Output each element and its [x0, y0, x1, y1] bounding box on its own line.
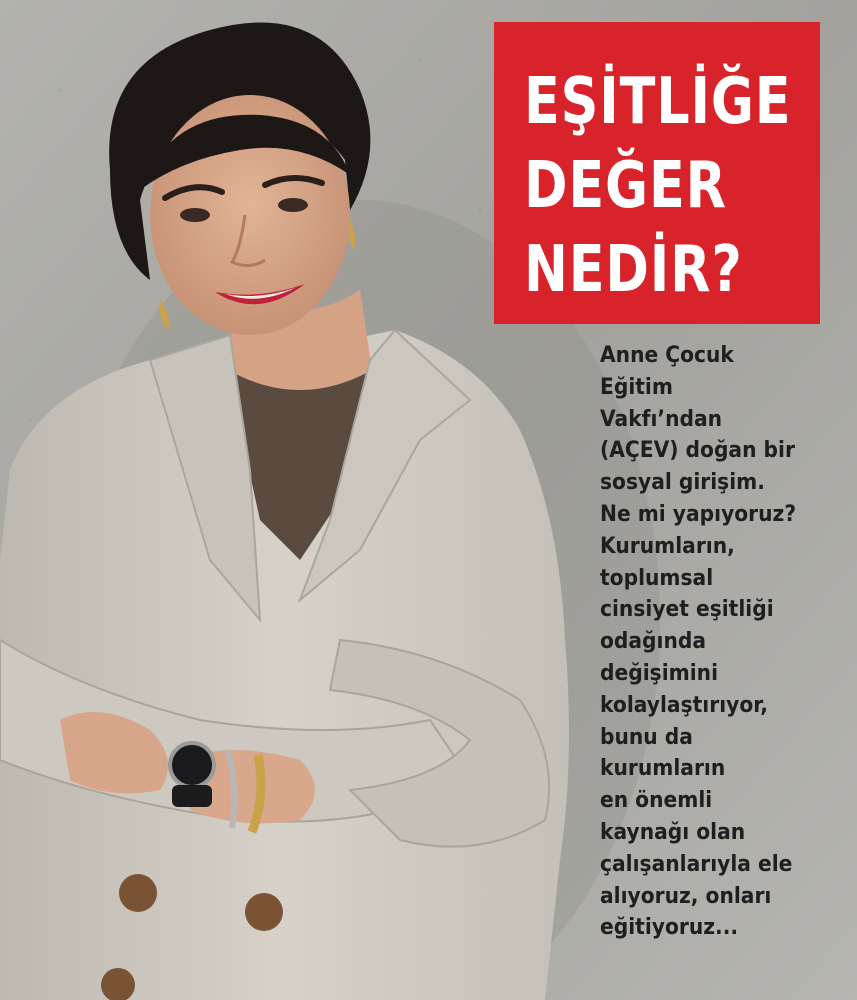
body-line: cinsiyet eşitliği	[600, 597, 774, 623]
body-line: çalışanlarıyla ele	[600, 851, 793, 877]
watch-strap	[172, 785, 212, 807]
body-line: kurumların	[600, 756, 726, 782]
body-line: Ne mi yapıyoruz?	[600, 501, 797, 527]
right-eye	[278, 198, 308, 212]
body-line: Vakfı’ndan	[600, 406, 723, 432]
headline-line: DEĞER	[524, 149, 727, 223]
body-line: Anne Çocuk	[600, 343, 734, 368]
blazer-button-1	[119, 874, 157, 912]
body-paragraph	[600, 340, 850, 944]
body-line: (AÇEV) doğan bir	[600, 438, 795, 464]
body-line: odağında	[600, 629, 707, 655]
watch-face	[170, 743, 214, 787]
body-line: alıyoruz, onları	[600, 883, 772, 909]
body-line: değişimini	[600, 660, 719, 686]
body-line: Eğitim	[600, 374, 673, 400]
body-line: kaynağı olan	[600, 819, 746, 845]
headline-box	[494, 22, 820, 324]
body-line: eğitiyoruz...	[600, 915, 739, 941]
blazer-button-2	[245, 893, 283, 931]
left-eye	[180, 208, 210, 222]
headline-line: NEDİR?	[524, 233, 743, 307]
body-line: sosyal girişim.	[600, 470, 765, 496]
body-line: toplumsal	[600, 565, 714, 591]
body-line: kolaylaştırıyor,	[600, 692, 768, 718]
headline-line: EŞİTLİĞE	[524, 65, 792, 139]
body-line: en önemli	[600, 788, 713, 814]
body-line: bunu da	[600, 724, 693, 750]
body-line: Kurumların,	[600, 533, 735, 559]
